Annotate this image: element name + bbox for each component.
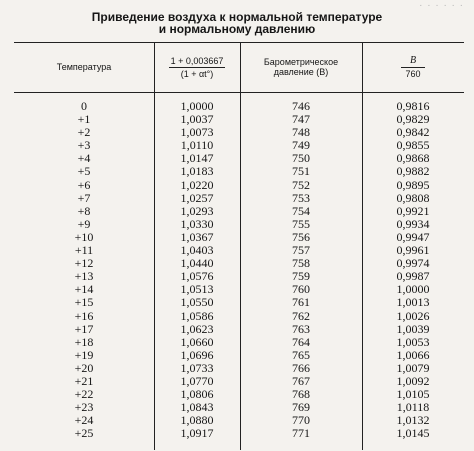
factor-cell: 1,0000 xyxy=(180,99,214,113)
fraction-bar xyxy=(169,67,226,68)
temperature-cell: +6 xyxy=(77,177,91,192)
factor-cell: 1,0440 xyxy=(180,256,214,271)
pressure-cell: 765 xyxy=(292,347,310,362)
ratio-cell: 1,0000 xyxy=(396,282,430,297)
ratio-cell: 1,0066 xyxy=(396,347,430,362)
page-corner-marks: · · · · · · xyxy=(419,0,464,11)
ratio-cell: 0,9987 xyxy=(396,269,430,284)
temperature-cell: +12 xyxy=(74,256,94,271)
pressure-cell: 746 xyxy=(292,99,310,113)
factor-cell: 1,0073 xyxy=(180,125,214,140)
pressure-cell: 771 xyxy=(292,426,310,441)
factor-cell: 1,0293 xyxy=(180,203,214,218)
factor-cell: 1,0183 xyxy=(180,164,214,179)
factor-cell: 1,0696 xyxy=(180,347,214,362)
factor-cell: 1,0806 xyxy=(180,387,214,402)
ratio-cell: 0,9934 xyxy=(396,216,430,231)
ratio-cell: 1,0026 xyxy=(396,308,430,323)
ratio-cell: 1,0013 xyxy=(396,295,430,310)
ratio-cell: 0,9829 xyxy=(396,112,430,127)
ratio-cell: 0,9855 xyxy=(396,138,430,153)
pressure-cell: 761 xyxy=(292,295,310,310)
pressure-cell: 751 xyxy=(292,164,310,179)
factor-cell: 1,0623 xyxy=(180,321,214,336)
factor-cell: 1,0770 xyxy=(180,373,214,388)
factor-cell: 1,0330 xyxy=(180,216,214,231)
temperature-cell: +10 xyxy=(74,229,94,244)
pressure-cell: 756 xyxy=(292,229,310,244)
temperature-cell: +20 xyxy=(74,360,94,375)
ratio-cell: 0,9882 xyxy=(396,164,430,179)
temperature-cell: +1 xyxy=(77,112,91,127)
pressure-cell: 747 xyxy=(292,112,310,127)
pressure-cell: 754 xyxy=(292,203,310,218)
pressure-cell: 766 xyxy=(292,360,310,375)
temperature-cell: +15 xyxy=(74,295,94,310)
fraction-bar xyxy=(401,67,425,68)
pressure-cell: 767 xyxy=(292,373,310,388)
ratio-cell: 1,0118 xyxy=(396,400,430,415)
ratio-cell: 1,0039 xyxy=(396,321,430,336)
table-title xyxy=(0,11,474,35)
temperature-cell: +21 xyxy=(74,373,94,388)
factor-cell: 1,0403 xyxy=(180,243,214,258)
pressure-cell: 749 xyxy=(292,138,310,153)
temperature-cell: +19 xyxy=(74,347,94,362)
ratio-cell: 1,0053 xyxy=(396,334,430,349)
pressure-header-line-1: Барометрическое xyxy=(263,57,339,67)
pressure-cell: 758 xyxy=(292,256,310,271)
pressure-cell: 763 xyxy=(292,321,310,336)
pressure-cell: 753 xyxy=(292,190,310,205)
title-line-1: Приведение воздуха к нормальной температуре xyxy=(91,10,383,24)
temperature-column xyxy=(14,100,154,440)
factor-cell: 1,0110 xyxy=(180,138,214,153)
temperature-cell: +5 xyxy=(77,164,91,179)
header-ratio xyxy=(362,42,464,92)
temperature-cell: +8 xyxy=(77,203,91,218)
temperature-cell: +9 xyxy=(77,216,91,231)
temperature-cell: +17 xyxy=(74,321,94,336)
factor-numerator: 1 + 0,003667 xyxy=(170,55,224,66)
pressure-column xyxy=(240,100,362,440)
temperature-cell: +4 xyxy=(77,151,91,166)
ratio-cell: 1,0132 xyxy=(396,413,430,428)
ratio-cell: 1,0145 xyxy=(396,426,430,441)
pressure-cell: 760 xyxy=(292,282,310,297)
ratio-numerator: B xyxy=(409,54,417,66)
temperature-cell: +13 xyxy=(74,269,94,284)
temperature-cell: +14 xyxy=(74,282,94,297)
factor-cell: 1,0843 xyxy=(180,400,214,415)
factor-cell: 1,0037 xyxy=(180,112,214,127)
ratio-cell: 0,9808 xyxy=(396,190,430,205)
factor-cell: 1,0220 xyxy=(180,177,214,192)
factor-fraction xyxy=(169,56,226,79)
ratio-fraction xyxy=(401,56,425,79)
temperature-cell: +16 xyxy=(74,308,94,323)
ratio-cell: 1,0105 xyxy=(396,387,430,402)
pressure-cell: 768 xyxy=(292,387,310,402)
temperature-cell: +25 xyxy=(74,426,94,441)
pressure-cell: 757 xyxy=(292,243,310,258)
pressure-cell: 762 xyxy=(292,308,310,323)
header-factor xyxy=(154,42,240,92)
factor-column xyxy=(154,100,240,440)
pressure-cell: 770 xyxy=(292,413,310,428)
temperature-cell: +3 xyxy=(77,138,91,153)
pressure-header-line-2: давление (B) xyxy=(273,67,329,77)
temperature-cell: +7 xyxy=(77,190,91,205)
factor-cell: 1,0550 xyxy=(180,295,214,310)
temperature-cell: +18 xyxy=(74,334,94,349)
factor-cell: 1,0576 xyxy=(180,269,214,284)
temperature-cell: +11 xyxy=(74,243,94,258)
ratio-cell: 0,9816 xyxy=(396,99,430,113)
ratio-cell: 0,9921 xyxy=(396,203,430,218)
ratio-cell: 0,9895 xyxy=(396,177,430,192)
title-line-2: и нормальному давлению xyxy=(158,22,316,36)
temperature-cell: +23 xyxy=(74,400,94,415)
factor-cell: 1,0257 xyxy=(180,190,214,205)
pressure-cell: 769 xyxy=(292,400,310,415)
factor-cell: 1,0733 xyxy=(180,360,214,375)
pressure-cell: 759 xyxy=(292,269,310,284)
ratio-column xyxy=(362,100,464,440)
header-bottom-rule xyxy=(14,92,464,93)
temperature-cell: +2 xyxy=(77,125,91,140)
pressure-cell: 755 xyxy=(292,216,310,231)
factor-cell: 1,0513 xyxy=(180,282,214,297)
factor-denominator: (1 + αt°) xyxy=(180,68,214,79)
ratio-cell: 0,9868 xyxy=(396,151,430,166)
factor-cell: 1,0917 xyxy=(180,426,214,441)
ratio-cell: 0,9961 xyxy=(396,243,430,258)
factor-cell: 1,0660 xyxy=(180,334,214,349)
factor-cell: 1,0880 xyxy=(180,413,214,428)
ratio-cell: 0,9842 xyxy=(396,125,430,140)
pressure-cell: 748 xyxy=(292,125,310,140)
pressure-cell: 764 xyxy=(292,334,310,349)
pressure-cell: 750 xyxy=(292,151,310,166)
ratio-cell: 1,0092 xyxy=(396,373,430,388)
pressure-header-text xyxy=(264,57,338,77)
pressure-cell: 752 xyxy=(292,177,310,192)
ratio-denominator: 760 xyxy=(405,68,421,79)
factor-cell: 1,0147 xyxy=(180,151,214,166)
ratio-cell: 1,0079 xyxy=(396,360,430,375)
factor-cell: 1,0367 xyxy=(180,229,214,244)
ratio-cell: 0,9947 xyxy=(396,229,430,244)
ratio-cell: 0,9974 xyxy=(396,256,430,271)
temperature-cell: 0 xyxy=(81,99,87,113)
header-temperature: Температура xyxy=(56,62,112,72)
temperature-cell: +22 xyxy=(74,387,94,402)
temperature-cell: +24 xyxy=(74,413,94,428)
header-pressure xyxy=(240,42,362,92)
factor-cell: 1,0586 xyxy=(180,308,214,323)
